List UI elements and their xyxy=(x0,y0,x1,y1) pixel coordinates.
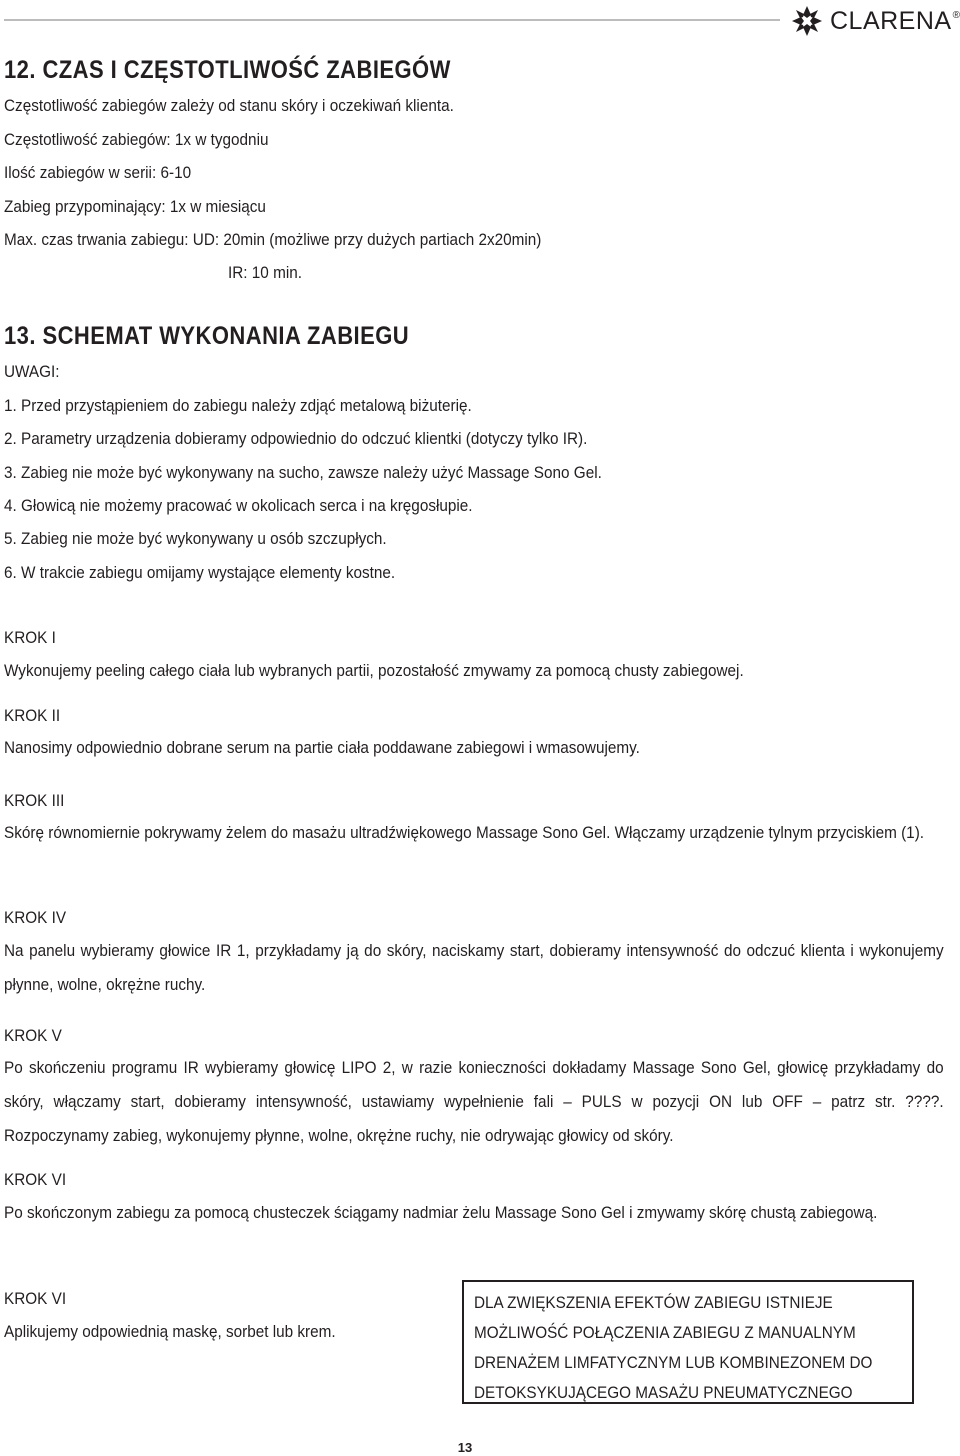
info-box-text xyxy=(474,1288,872,1408)
step-text: Wykonujemy peeling całego ciała lub wybranych partii, pozostałość zmywamy za pomocą chusty zabiegowej. xyxy=(4,661,744,680)
step-text: Skórę równomiernie pokrywamy żelem do masażu ultradźwiękowego Massage Sono Gel. Włączamy urządzenie tylnym przyciskiem (1). xyxy=(4,823,925,842)
info-box-line: DLA ZWIĘKSZENIA EFEKTÓW ZABIEGU ISTNIEJE xyxy=(474,1293,833,1312)
section-12-line: IR: 10 min. xyxy=(228,263,302,282)
step-text: Na panelu wybieramy głowice IR 1, przykładamy ją do skóry, naciskamy start, dobieramy intensywność do odczuć klienta i wykonujemy płynne, wolne, okrężne ruchy. xyxy=(4,941,944,994)
section-13-heading: 13. SCHEMAT WYKONANIA ZABIEGU xyxy=(4,322,410,350)
brand-name: CLARENA xyxy=(830,6,952,35)
section-12-line: Częstotliwość zabiegów: 1x w tygodniu xyxy=(4,130,269,149)
note-item: 3. Zabieg nie może być wykonywany na sucho, zawsze należy użyć Massage Sono Gel. xyxy=(4,463,602,482)
step-label: KROK VI xyxy=(4,1170,67,1189)
note-item: 6. W trakcie zabiegu omijamy wystające elementy kostne. xyxy=(4,563,396,582)
step-text: Nanosimy odpowiednio dobrane serum na partie ciała poddawane zabiegowi i wmasowujemy. xyxy=(4,738,640,757)
registered-mark: ® xyxy=(952,10,960,21)
info-box-line: MOŻLIWOŚĆ POŁĄCZENIA ZABIEGU Z MANUALNYM xyxy=(474,1323,856,1342)
note-item: 4. Głowicą nie możemy pracować w okolicach serca i na kręgosłupie. xyxy=(4,496,473,515)
info-box-line: DETOKSYKUJĄCEGO MASAŻU PNEUMATYCZNEGO xyxy=(474,1383,853,1402)
section-12-line: Częstotliwość zabiegów zależy od stanu skóry i oczekiwań klienta. xyxy=(4,96,454,115)
step-label: KROK III xyxy=(4,791,65,810)
header-rule xyxy=(4,19,780,21)
section-12-line: Ilość zabiegów w serii: 6-10 xyxy=(4,163,192,182)
note-item: 5. Zabieg nie może być wykonywany u osób szczupłych. xyxy=(4,529,387,548)
section-12-line: Max. czas trwania zabiegu: UD: 20min (możliwe przy dużych partiach 2x20min) xyxy=(4,230,542,249)
note-item: 2. Parametry urządzenia dobieramy odpowiednio do odczuć klientki (dotyczy tylko IR). xyxy=(4,429,588,448)
step-label: KROK IV xyxy=(4,908,67,927)
note-item: 1. Przed przystąpieniem do zabiegu należy zdjąć metalową biżuterię. xyxy=(4,396,472,415)
step-label: KROK I xyxy=(4,628,56,647)
flower-icon xyxy=(790,4,824,38)
step-label: KROK VI xyxy=(4,1289,67,1308)
page-number: 13 xyxy=(457,1440,473,1455)
step-label: KROK II xyxy=(4,706,61,725)
step-text: Po skończonym zabiegu za pomocą chusteczek ściągamy nadmiar żelu Massage Sono Gel i zmywamy skórę chustą zabiegową. xyxy=(4,1203,878,1222)
notes-title: UWAGI: xyxy=(4,362,60,381)
section-12-heading: 12. CZAS I CZĘSTOTLIWOŚĆ ZABIEGÓW xyxy=(4,56,451,84)
step-text: Po skończeniu programu IR wybieramy głowicę LIPO 2, w razie konieczności dokładamy Massage Sono Gel, głowicę przykładamy do skóry, włączamy start, dobieramy intensywność, ustawiamy wypełnienie fali – PULS w pozycji ON lub OFF – patrz str. ????. Rozpoczynamy zabieg, wykonujemy płynne, wolne, okrężne ruchy, nie odrywając głowicy od skóry. xyxy=(4,1058,944,1145)
section-12-line: Zabieg przypominający: 1x w miesiącu xyxy=(4,197,266,216)
step-text: Aplikujemy odpowiednią maskę, sorbet lub krem. xyxy=(4,1322,336,1341)
info-box xyxy=(462,1280,914,1404)
step-label: KROK V xyxy=(4,1026,62,1045)
clarena-logo xyxy=(790,4,960,38)
info-box-line: DRENAŻEM LIMFATYCZNYM LUB KOMBINEZONEM DO xyxy=(474,1353,873,1372)
